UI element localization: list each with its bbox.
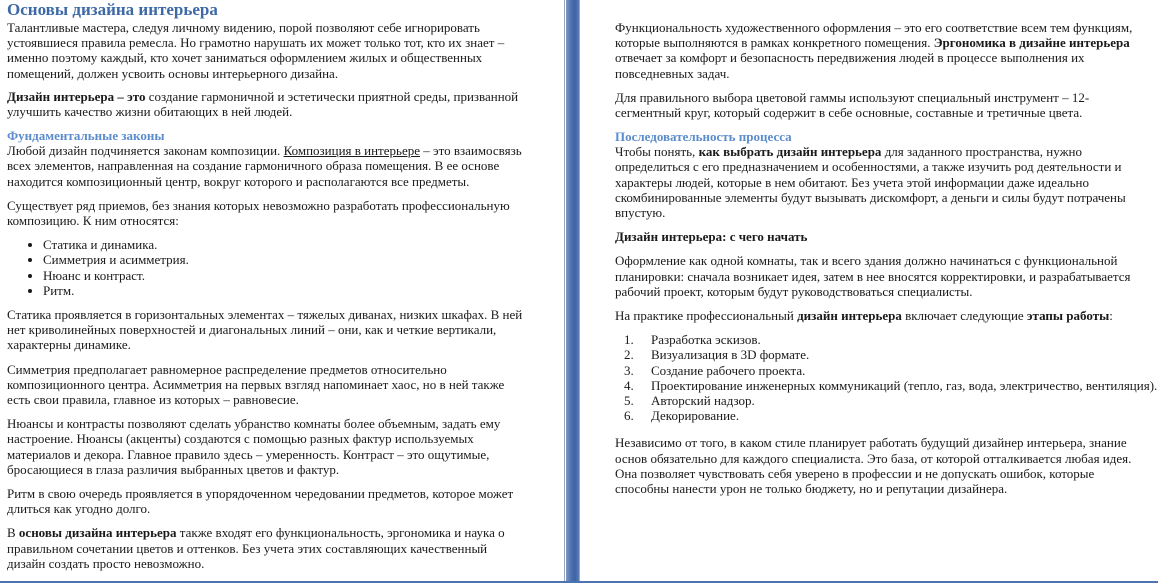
definition-term: Дизайн интерьера – это [7,88,146,104]
practice-text-mid: включает следующие [901,308,1027,324]
statics-paragraph: Статика проявляется в горизонтальных элементах – тяжелых диванах, низких шкафах. В ней нет криволинейных поверхностей и диагональных линий – они, как и четкие вертикали, характерны динамике. [7,307,523,353]
practice-paragraph [615,308,1140,323]
list-item: 2. Визуализация в 3D формате. [637,347,1158,362]
ergonomics-bold: Эргономика в дизайне интерьера [933,35,1130,51]
func-text-rest: отвечает за комфорт и безопасность передвижения людей в процессе выполнения их повседневных задач. [615,50,1085,81]
laws-paragraph-1 [7,143,527,189]
nuance-paragraph: Нюансы и контрасты позволяют сделать убранство комнаты более объемным, задать ему настроение. Нюансы (акценты) создаются с помощью разных фактур используемых материалов и декора. Главное правило здесь – умеренность. Контраст – это ощутимые, бросающиеся в глаза различия выбранных цветов и фактур. [7,416,501,477]
symmetry-paragraph: Симметрия предполагает равномерное распределение предметов относительно композиционного центра. Асимметрия на первых взгляд напоминает хаос, но в ней также есть свои правила, главное из которых – равновесие. [7,361,505,408]
list-item: 6. Декорирование. [637,408,1158,423]
page-title: Основы дизайна интерьера [7,0,218,19]
work-stages-list [615,332,1158,423]
list-item: 1. Разработка эскизов. [637,332,1158,347]
rhythm-paragraph: Ритм в свою очередь проявляется в упорядоченном чередовании предметов, которое может длиться как угодно долго. [7,486,514,517]
list-item: 5. Авторский надзор. [637,393,1158,408]
document-page-right [579,0,1158,583]
practice-text-end: : [1109,308,1113,324]
laws-text-rest: – это взаимосвязь всех элементов, направленная на создание гармоничного образа помещения. В ее основе находится композиционный центр, вокруг которого и располагаются все предметы. [7,143,522,189]
section-heading-laws: Фундаментальные законы [7,128,165,144]
list-item: • Ритм. [43,283,564,298]
subheading-start: Дизайн интерьера: с чего начать [615,229,808,245]
section-heading-process: Последовательность процесса [615,129,792,145]
choose-bold: как выбрать дизайн интерьера [698,144,882,160]
laws-paragraph-2: Существует ряд приемов, без знания которых невозможно разработать профессиональную композицию. К ним относятся: [7,197,510,229]
intro-paragraph: Талантливые мастера, следуя личному видению, порой позволяют себе игнорировать устоявшиеся правила ремесла. Но грамотно нарушать их может только тот, кто их знает – именно поэтому каждый, кто хочет заниматься оформлением жилых и общественных помещений, должен усвоить основы интерьерного дизайна. [7,20,505,81]
list-item: • Симметрия и асимметрия. [43,252,564,267]
page-separator [566,0,579,583]
choose-paragraph [615,144,1140,220]
definition-text: создание гармоничной и эстетически приятной среды, призванной улучшить качество жизни обитающих в ней людей. [7,88,519,120]
document-page-left [0,0,565,583]
definition-paragraph [7,89,527,119]
planning-paragraph: Оформление как одной комнаты, так и всего здания должно начинаться с функциональной планировки: сначала возникает идея, затем в нее вносятся корректировки, и разрабатывается рабочий проект, которым будут руководствоваться специалисты. [615,253,1131,299]
func-text-start: Функциональность художественного оформления – это его соответствие всем тем функциям, которые выполняются в рамках конкретного помещения. [615,20,1133,51]
functionality-paragraph [615,20,1140,81]
practice-bold-2: этапы работы [1026,308,1110,324]
practice-text-start: На практике профессиональный [615,308,798,324]
choose-text-start: Чтобы понять, [615,144,699,160]
list-item: • Нюанс и контраст. [43,268,564,283]
composition-link[interactable]: Композиция в интерьере [283,143,420,159]
list-item: 4. Проектирование инженерных коммуникаций (тепло, газ, вода, электричество, вентиляция). [637,378,1158,393]
list-item: 3. Создание рабочего проекта. [637,363,1158,378]
conclusion-paragraph: Независимо от того, в каком стиле планирует работать будущий дизайнер интерьера, знание основ обязательно для каждого специалиста. Это база, от которой отталкивается любая идея. Она позволяет чувствовать себя уверено в профессии и не допускать ошибок, которые способны нанести урон не только бюджету, но и репутации дизайнера. [615,435,1132,497]
basics-paragraph [7,525,527,571]
laws-text-start: Любой дизайн подчиняется законам композиции. [7,143,284,159]
basics-bold: основы дизайна интерьера [18,525,177,541]
list-item: • Статика и динамика. [43,237,564,252]
basics-text-start: В [7,525,19,541]
techniques-list [7,237,564,298]
basics-text-rest: также входят его функциональность, эргономика и наука о правильном сочетании цветов и оттенков. Без учета этих составляющих качественный дизайн создать просто невозможно. [7,525,505,571]
choose-text-rest: для заданного пространства, нужно определиться с его предназначением и особенностями, а также изучить род деятельности и характеры людей, которые в нем обитают. Без учета этой информации даже идеально скомбинированные элементы будут вызывать дискомфорт, а деньги и силы будут потрачены впустую. [615,144,1126,221]
practice-bold-1: дизайн интерьера [797,308,902,324]
color-paragraph: Для правильного выбора цветовой гаммы используют специальный инструмент – 12-сегментный круг, который содержит в себе основные, составные и третичные цвета. [615,89,1090,121]
